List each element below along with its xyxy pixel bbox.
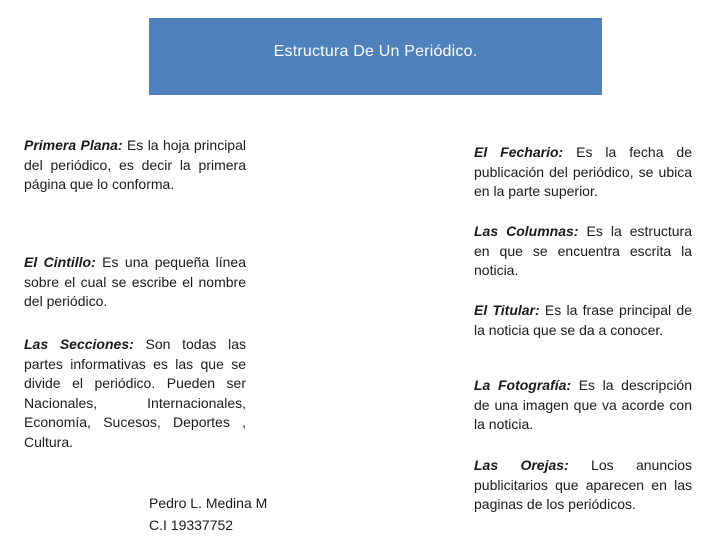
definition-primera-plana	[24, 136, 246, 195]
definition-term: La Fotografía:	[474, 377, 572, 393]
author-id: C.I 19337752	[149, 517, 234, 533]
definition-text: Es la frase principal de la noticia que se da a conocer.	[474, 302, 692, 338]
definition-las-secciones	[24, 335, 246, 452]
definition-text: Los anuncios publicitarios que aparecen en las paginas de los periódicos.	[474, 457, 692, 512]
definition-term: Las Secciones:	[24, 336, 134, 352]
definition-term: Primera Plana:	[24, 137, 123, 153]
definition-text: Es la fecha de publicación del periódico, se ubica en la parte superior.	[474, 144, 692, 199]
definition-el-cintillo	[24, 253, 246, 312]
definition-text: Es una pequeña línea sobre el cual se escribe el nombre del periódico.	[24, 254, 246, 309]
definition-text: Es la descripción de una imagen que va acorde con la noticia.	[474, 377, 692, 432]
definition-text: Son todas las partes informativas es las que se divide el periódico. Pueden ser Nacionales, Internacionales, Economía, Sucesos, Deportes , Cultura.	[24, 336, 247, 450]
title-banner	[149, 18, 602, 95]
definition-la-fotografia	[474, 376, 692, 435]
definition-el-titular	[474, 301, 692, 340]
definition-term: Las Columnas:	[474, 223, 579, 239]
author-name: Pedro L. Medina M	[149, 495, 268, 511]
definition-term: El Fechario:	[474, 144, 564, 160]
definition-term: El Titular:	[474, 302, 540, 318]
definition-text: Es la estructura en que se encuentra escrita la noticia.	[474, 223, 692, 278]
definition-text: Es la hoja principal del periódico, es decir la primera página que lo conforma.	[24, 137, 246, 192]
page-title: Estructura De Un Periódico.	[273, 42, 478, 60]
definition-term: Las Orejas:	[474, 457, 569, 473]
definition-las-orejas	[474, 456, 692, 515]
definition-las-columnas	[474, 222, 692, 281]
definition-el-fechario	[474, 143, 692, 202]
definition-term: El Cintillo:	[24, 254, 96, 270]
